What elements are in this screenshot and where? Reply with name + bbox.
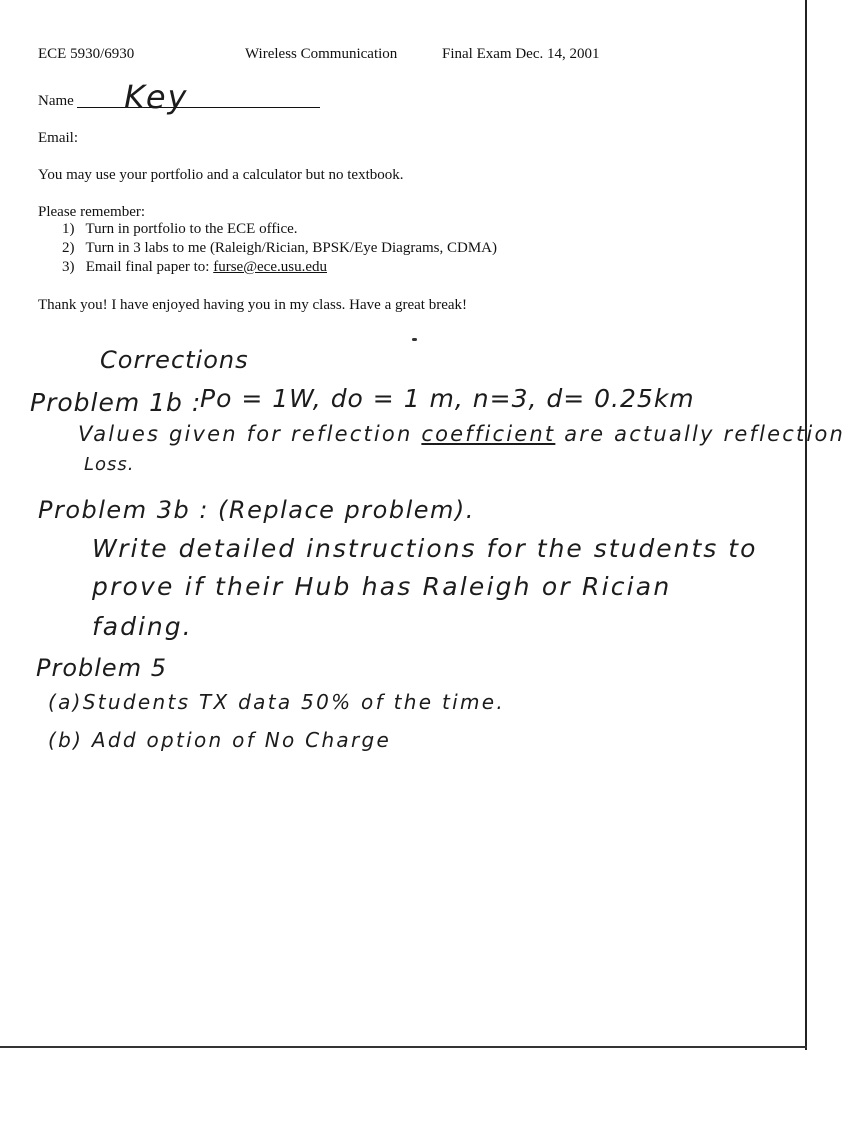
- exam-date: Final Exam Dec. 14, 2001: [442, 46, 600, 62]
- problem-1b-text-c: are actually reflection: [555, 422, 845, 446]
- name-value: Key: [124, 78, 189, 116]
- problem-1b-coefficient: coefficient: [421, 422, 556, 446]
- problem-1b-params: Po = 1W, do = 1 m, n=3, d= 0.25km: [200, 384, 695, 413]
- name-line: [77, 106, 320, 108]
- list-text: Email final paper to:: [85, 259, 214, 275]
- list-text: Turn in 3 labs to me (Raleigh/Rician, BPSK/Eye Diagrams, CDMA): [85, 240, 497, 256]
- problem-3b-line2: prove if their Hub has Raleigh or Rician: [92, 572, 672, 601]
- list-text: Turn in portfolio to the ECE office.: [85, 221, 298, 237]
- instructions-text: You may use your portfolio and a calculator but no textbook.: [38, 167, 404, 183]
- reminders-list: [62, 220, 497, 277]
- list-item: [62, 239, 497, 258]
- list-item: [62, 258, 497, 277]
- course-subject: Wireless Communication: [245, 46, 398, 62]
- reminders-title: Please remember:: [38, 204, 146, 220]
- list-number: 3): [62, 259, 75, 275]
- problem-1b-heading: Problem 1b :: [30, 388, 202, 417]
- problem-1b-text-a: Values given for reflection: [78, 422, 422, 446]
- email-link[interactable]: furse@ece.usu.edu: [213, 259, 327, 275]
- problem-3b-heading: Problem 3b : (Replace problem).: [38, 496, 475, 524]
- problem-1b-line1: [78, 422, 845, 446]
- problem-5-part-b: (b) Add option of No Charge: [48, 728, 392, 752]
- course-number: ECE 5930/6930: [38, 46, 135, 62]
- corrections-title: Corrections: [100, 346, 249, 374]
- list-item: [62, 220, 497, 239]
- problem-3b-line3: fading.: [92, 612, 193, 641]
- list-number: 2): [62, 240, 75, 256]
- list-number: 1): [62, 221, 75, 237]
- name-label: Name: [38, 93, 74, 109]
- problem-5-heading: Problem 5: [36, 654, 167, 682]
- closing-text: Thank you! I have enjoyed having you in my class. Have a great break!: [38, 297, 468, 313]
- email-label: Email:: [38, 130, 78, 146]
- page-edge-bottom: [0, 1046, 807, 1048]
- problem-5-part-a: (a)Students TX data 50% of the time.: [48, 690, 506, 714]
- problem-1b-line2: Loss.: [84, 454, 135, 475]
- problem-3b-line1: Write detailed instructions for the students to: [92, 534, 758, 563]
- stray-mark: [412, 338, 417, 341]
- page-edge-right: [805, 0, 807, 1050]
